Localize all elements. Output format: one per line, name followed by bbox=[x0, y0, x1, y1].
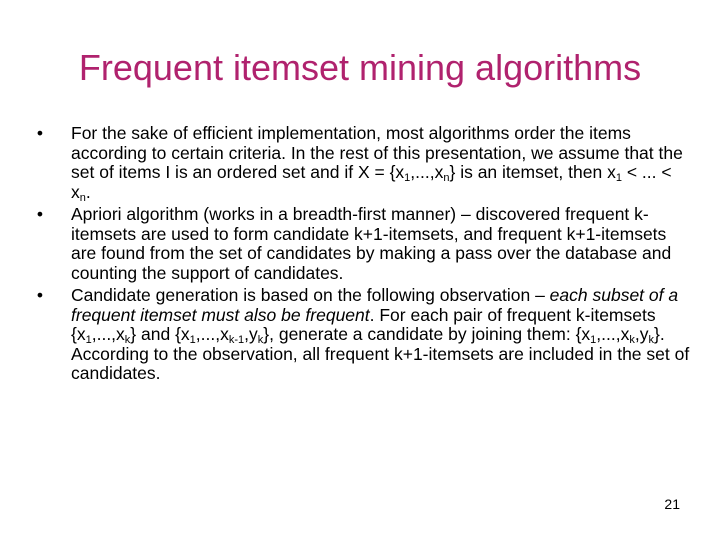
subscript: 1 bbox=[590, 334, 597, 346]
subscript: 1 bbox=[404, 172, 411, 184]
bullet-item bbox=[30, 124, 690, 202]
bullet-item bbox=[30, 286, 690, 384]
text-run: ,y bbox=[244, 324, 258, 344]
text-run: For the sake of efficient implementation, most algorithms order the items according to certain criteria. In the rest of this presentation, we assume that the set of items I is an ordered set and if X = {x bbox=[71, 123, 683, 182]
text-run: Candidate generation is based on the following observation – bbox=[71, 285, 550, 305]
subscript: 1 bbox=[85, 334, 92, 346]
subscript: n bbox=[443, 172, 450, 184]
text-run: ,...,x bbox=[195, 324, 229, 344]
bullet-marker: • bbox=[36, 285, 44, 305]
text-run: }. According to the observation, all frequent k+1-itemsets are included in the set of candidates. bbox=[71, 324, 690, 383]
text-run: ,...,x bbox=[410, 162, 444, 182]
bullet-text bbox=[71, 205, 690, 283]
subscript: k-1 bbox=[228, 334, 245, 346]
text-run: . bbox=[85, 181, 91, 202]
bullet-list bbox=[30, 124, 690, 387]
subscript: 1 bbox=[615, 172, 622, 184]
text-run: }, generate a candidate by joining them: {x bbox=[263, 324, 591, 344]
page-number: 21 bbox=[664, 496, 680, 512]
subscript: k bbox=[257, 334, 264, 346]
subscript: k bbox=[124, 334, 131, 346]
text-run: . For each pair of frequent k-itemsets {x bbox=[71, 304, 656, 344]
subscript: k bbox=[629, 334, 635, 346]
text-run: } is an itemset, then x bbox=[449, 162, 616, 182]
text-run: ,...,x bbox=[91, 324, 125, 344]
bullet-text bbox=[71, 286, 690, 384]
slide-title: Frequent itemset mining algorithms bbox=[78, 47, 642, 88]
subscript: n bbox=[79, 191, 86, 204]
bullet-text bbox=[71, 124, 690, 202]
text-run: Apriori algorithm (works in a breadth-first manner) – discovered frequent k-itemsets are used to form candidate k+1-itemsets, and frequent k+1-itemsets are found from the set of candidates by making a pass over the database and counting the support of candidates. bbox=[71, 204, 672, 283]
bullet-marker: • bbox=[36, 204, 44, 224]
subscript: 1 bbox=[189, 334, 196, 346]
text-run: < ... < x bbox=[71, 162, 672, 202]
subscript: k bbox=[648, 334, 654, 346]
text-run: } and {x bbox=[130, 324, 190, 344]
bullet-item bbox=[30, 205, 690, 283]
italic-emphasis: each subset of a frequent itemset must also be frequent bbox=[71, 285, 679, 325]
bullet-marker: • bbox=[36, 123, 44, 143]
text-run: ,y bbox=[634, 324, 649, 344]
text-run: ,...,x bbox=[596, 324, 630, 344]
